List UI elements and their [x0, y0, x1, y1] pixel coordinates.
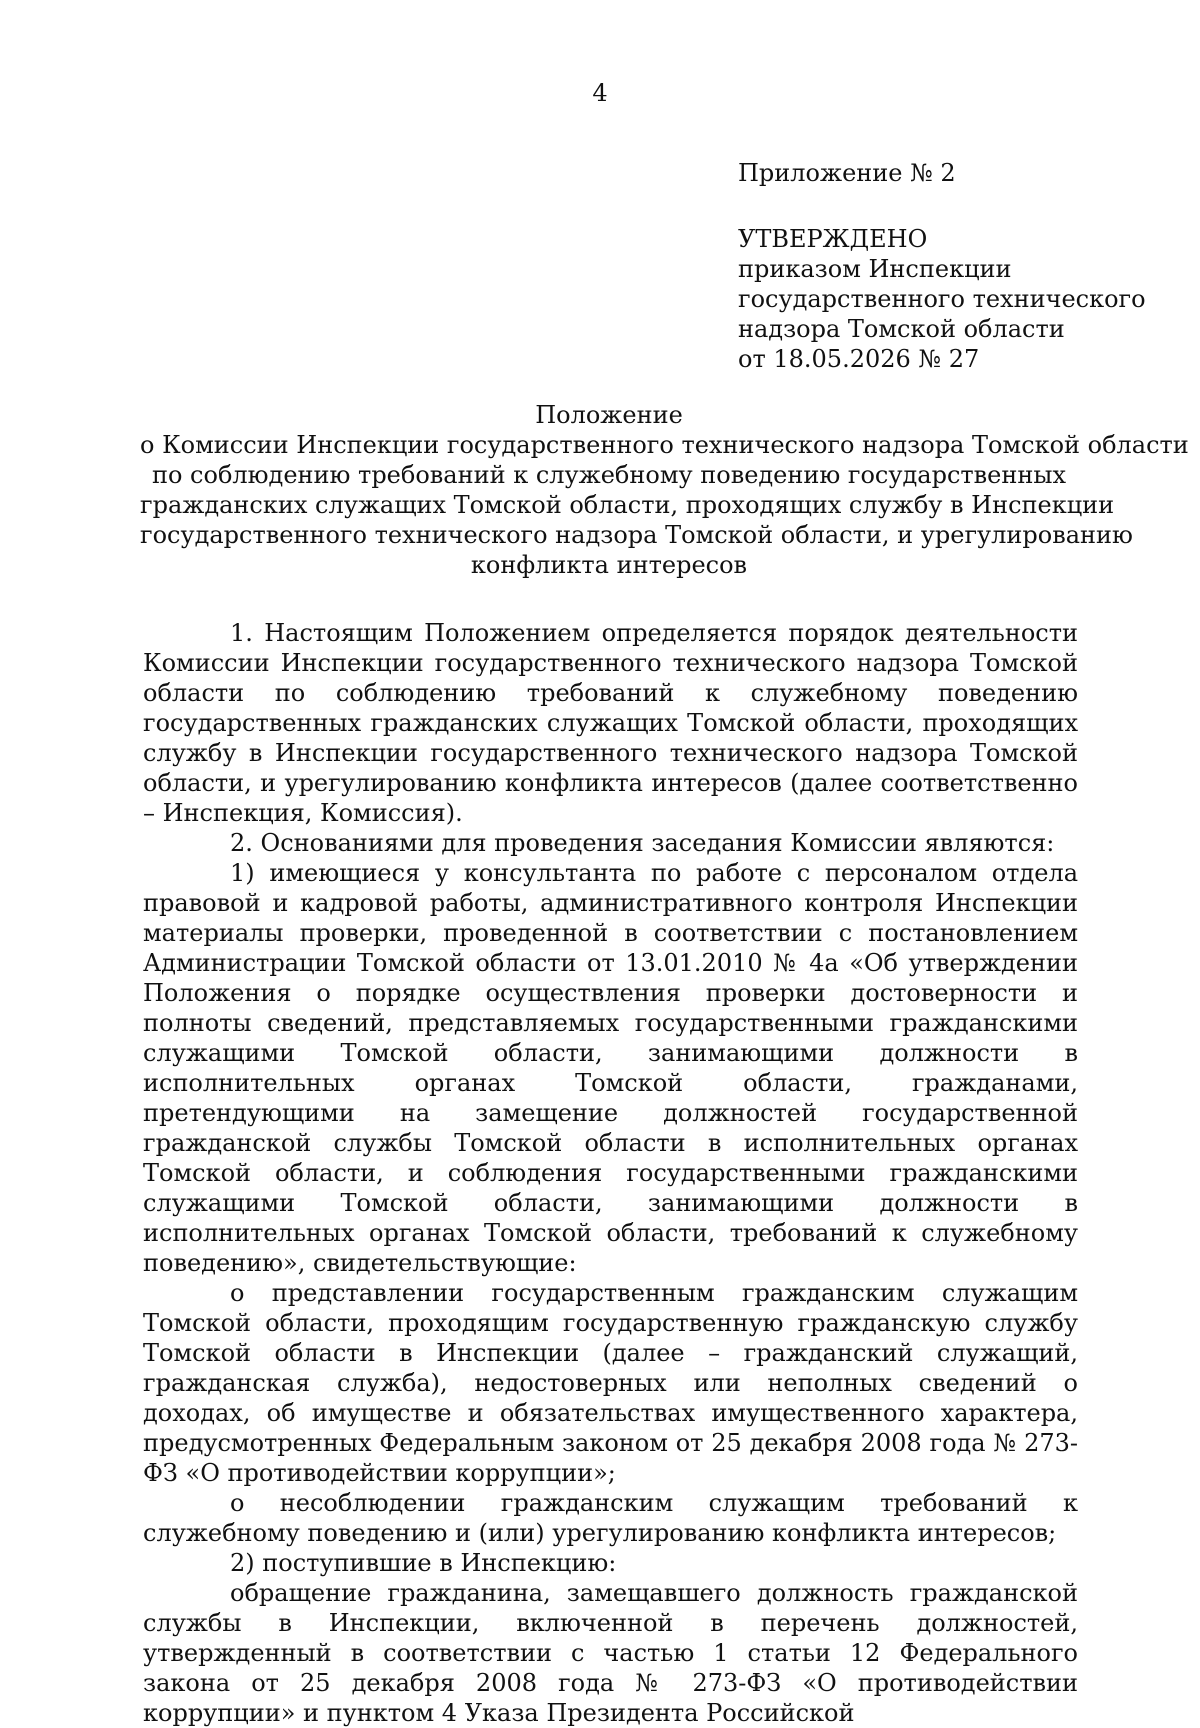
paragraph-1: 1. Настоящим Положением определяется порядок деятельности Комиссии Инспекции государственного технического надзора Томской области по соблюдению требований к служебному поведению государственных гражданских служащих Томской области, проходящих службу в Инспекции государственного технического надзора Томской области, и урегулированию конфликта интересов (далее соответственно – Инспекция, Комиссия).: [143, 619, 1078, 827]
page-number: 4: [592, 79, 608, 107]
document-title: [140, 400, 1189, 580]
approval-line-2: государственного технического: [738, 285, 1146, 313]
title-line: гражданских служащих Томской области, проходящих службу в Инспекции: [140, 491, 1115, 519]
approval-line-3: надзора Томской области: [738, 315, 1065, 343]
title-line: о Комиссии Инспекции государственного технического надзора Томской области: [140, 431, 1189, 459]
approval-stamp-block: [738, 158, 1146, 374]
title-line: по соблюдению требований к служебному поведению государственных: [151, 461, 1066, 489]
paragraph-2-item-1-sub-b: о несоблюдении гражданским служащим требований к служебному поведению и (или) урегулированию конфликта интересов;: [143, 1489, 1078, 1547]
title-heading: Положение: [535, 401, 683, 429]
approval-line-1: приказом Инспекции: [738, 255, 1012, 283]
title-line: государственного технического надзора Томской области, и урегулированию: [140, 521, 1133, 549]
approved-label: УТВЕРЖДЕНО: [738, 225, 928, 253]
annex-label: Приложение № 2: [738, 159, 956, 187]
title-line: конфликта интересов: [470, 551, 748, 579]
document-body: [143, 618, 1078, 1728]
paragraph-2: 2. Основаниями для проведения заседания Комиссии являются:: [230, 829, 1055, 857]
paragraph-2-item-2-sub-a: обращение гражданина, замещавшего должность гражданской службы в Инспекции, включенной в перечень должностей, утвержденный в соответствии с частью 1 статьи 12 Федерального закона от 25 декабря 2008 года № 273-ФЗ «О противодействии коррупции» и пунктом 4 Указа Президента Российской: [143, 1579, 1078, 1727]
paragraph-2-item-1: 1) имеющиеся у консультанта по работе с персоналом отдела правовой и кадровой работы, административного контроля Инспекции материалы проверки, проведенной в соответствии с постановлением Администрации Томской области от 13.01.2010 № 4а «Об утверждении Положения о порядке осуществления проверки достоверности и полноты сведений, представляемых государственными гражданскими служащими Томской области, занимающими должности в исполнительных органах Томской области, гражданами, претендующими на замещение должностей государственной гражданской службы Томской области в исполнительных органах Томской области, и соблюдения государственными гражданскими служащими Томской области, занимающими должности в исполнительных органах Томской области, требований к служебному поведению», свидетельствующие:: [143, 859, 1078, 1277]
paragraph-2-item-1-sub-a: о представлении государственным гражданским служащим Томской области, проходящим государственную гражданскую службу Томской области в Инспекции (далее – гражданский служащий, гражданская служба), недостоверных или неполных сведений о доходах, об имуществе и обязательствах имущественного характера, предусмотренных Федеральным законом от 25 декабря 2008 года № 273-ФЗ «О противодействии коррупции»;: [143, 1279, 1078, 1487]
paragraph-2-item-2: 2) поступившие в Инспекцию:: [230, 1549, 617, 1577]
approval-line-4: от 18.05.2026 № 27: [738, 345, 980, 373]
